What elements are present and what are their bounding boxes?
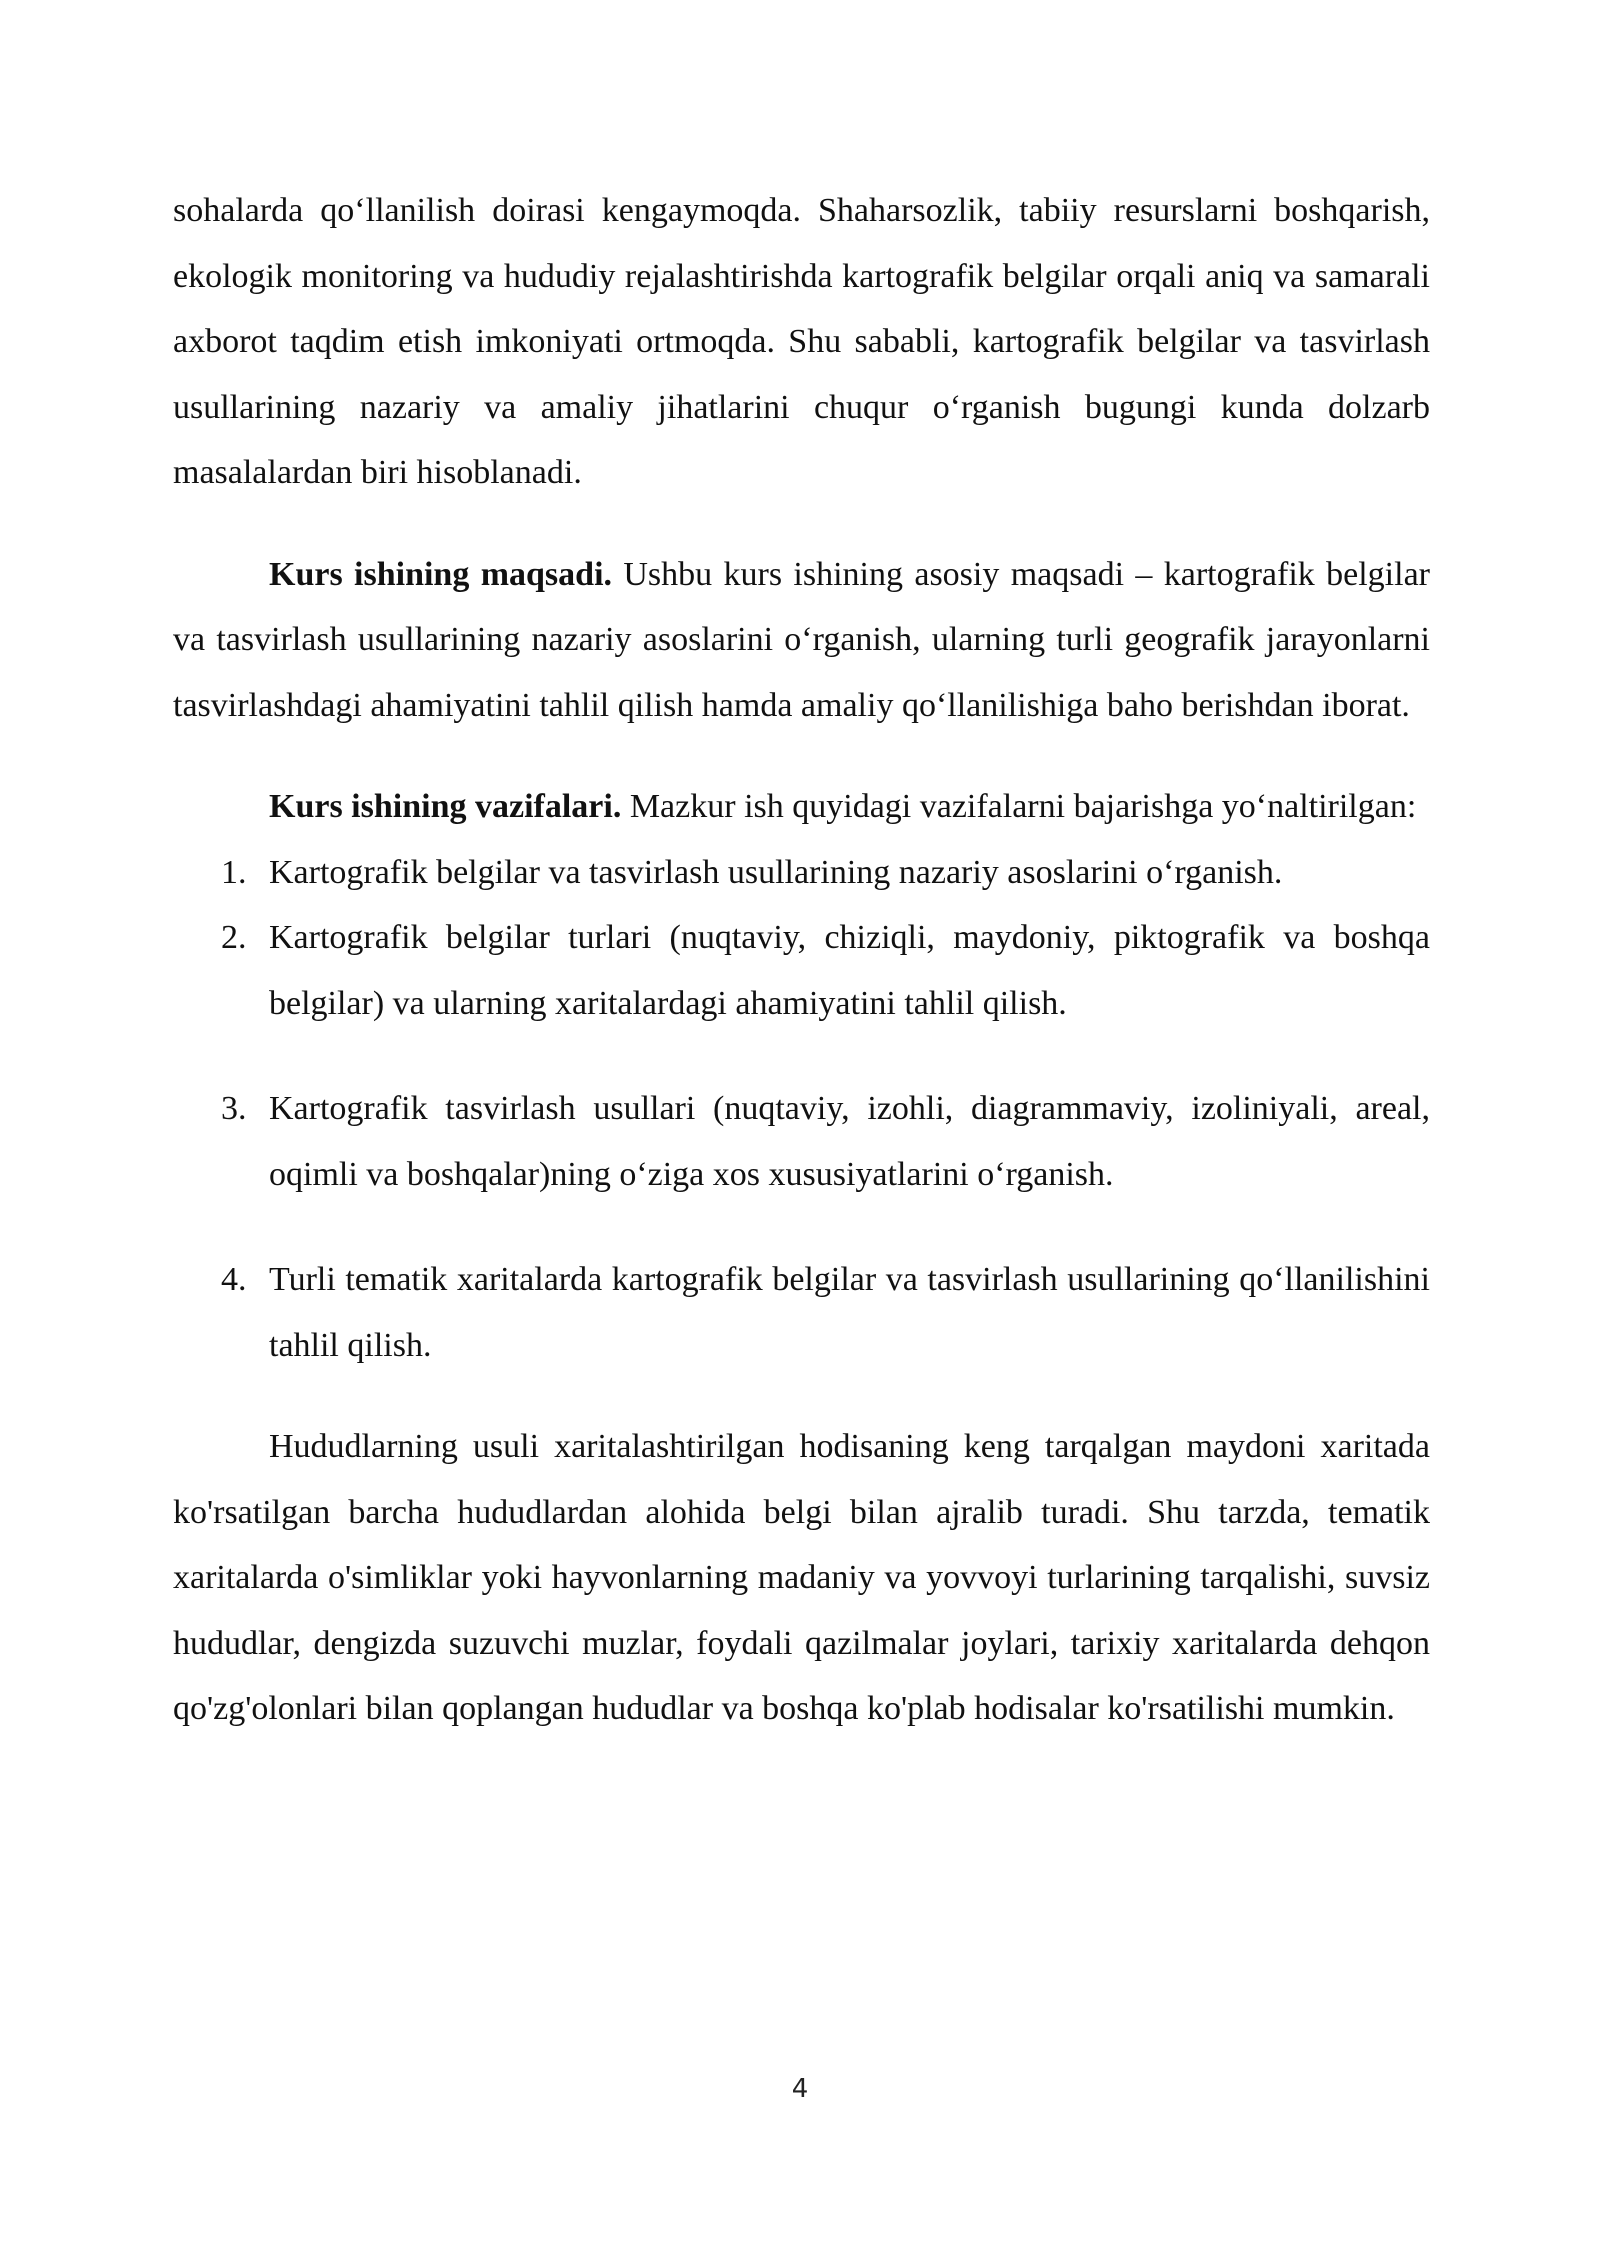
tasks-list bbox=[173, 840, 1430, 1379]
list-item-number: 2. bbox=[221, 919, 247, 956]
list-item bbox=[173, 905, 1430, 1036]
page-number: 4 bbox=[791, 2074, 809, 2104]
tasks-paragraph bbox=[173, 774, 1430, 840]
list-item-number: 1. bbox=[221, 853, 247, 891]
intro-paragraph: sohalarda qo‘llanilish doirasi kengaymoqda. Shaharsozlik, tabiiy resurslarni boshqarish, ekologik monitoring va hududiy rejalashtirishda kartografik belgilar orqali aniq va samarali axborot taqdim etish imkoniyati ortmoqda. Shu sababli, kartografik belgilar va tasvirlash usullarining nazariy va amaliy jihatlarini chuqur o‘rganish bugungi kunda dolzarb masalalardan biri hisoblanadi. bbox=[173, 192, 1430, 491]
list-item bbox=[173, 1247, 1430, 1378]
document-page bbox=[173, 178, 1430, 1742]
goal-heading: Kurs ishining maqsadi. bbox=[269, 555, 613, 593]
list-item-number: 4. bbox=[221, 1261, 247, 1298]
list-item-number: 3. bbox=[221, 1090, 247, 1127]
tasks-heading: Kurs ishining vazifalari. bbox=[269, 788, 622, 825]
list-item-text: Kartografik tasvirlash usullari (nuqtaviy, izohli, diagrammaviy, izoliniyali, areal, oqimli va boshqalar)ning o‘ziga xos xususiyatlarini o‘rganish. bbox=[269, 1090, 1430, 1193]
list-item-text: Kartografik belgilar turlari (nuqtaviy, chiziqli, maydoniy, piktografik va boshqa belgilar) va ularning xaritalardagi ahamiyatini tahlil qilish. bbox=[269, 919, 1430, 1022]
goal-text: Ushbu kurs ishining asosiy maqsadi – kartografik belgilar va tasvirlash usullarining nazariy asoslarini o‘rganish, ularning turli geografik jarayonlarni tasvirlashdagi ahamiyatini tahlil qilish hamda amaliy qo‘llanilishiga baho berishdan iborat. bbox=[173, 555, 1430, 724]
goal-paragraph bbox=[173, 542, 1430, 739]
list-item bbox=[173, 840, 1430, 906]
tasks-intro-text: Mazkur ish quyidagi vazifalarni bajarishga yo‘naltirilgan: bbox=[621, 788, 1417, 825]
list-item bbox=[173, 1076, 1430, 1207]
closing-paragraph: Hududlarning usuli xaritalashtirilgan hodisaning keng tarqalgan maydoni xaritada ko'rsatilgan barcha hududlardan alohida belgi bilan ajralib turadi. Shu tarzda, tematik xaritalarda o'simliklar yoki hayvonlarning madaniy va yovvoyi turlarining tarqalishi, suvsiz hududlar, dengizda suzuvchi muzlar, foydali qazilmalar joylari, tarixiy xaritalarda dehqon qo'zg'olonlari bilan qoplangan hududlar va boshqa ko'plab hodisalar ko'rsatilishi mumkin. bbox=[173, 1428, 1430, 1727]
list-item-text: Turli tematik xaritalarda kartografik belgilar va tasvirlash usullarining qo‘llanilishini tahlil qilish. bbox=[269, 1261, 1430, 1364]
list-item-text: Kartografik belgilar va tasvirlash usullarining nazariy asoslarini o‘rganish. bbox=[269, 853, 1283, 891]
